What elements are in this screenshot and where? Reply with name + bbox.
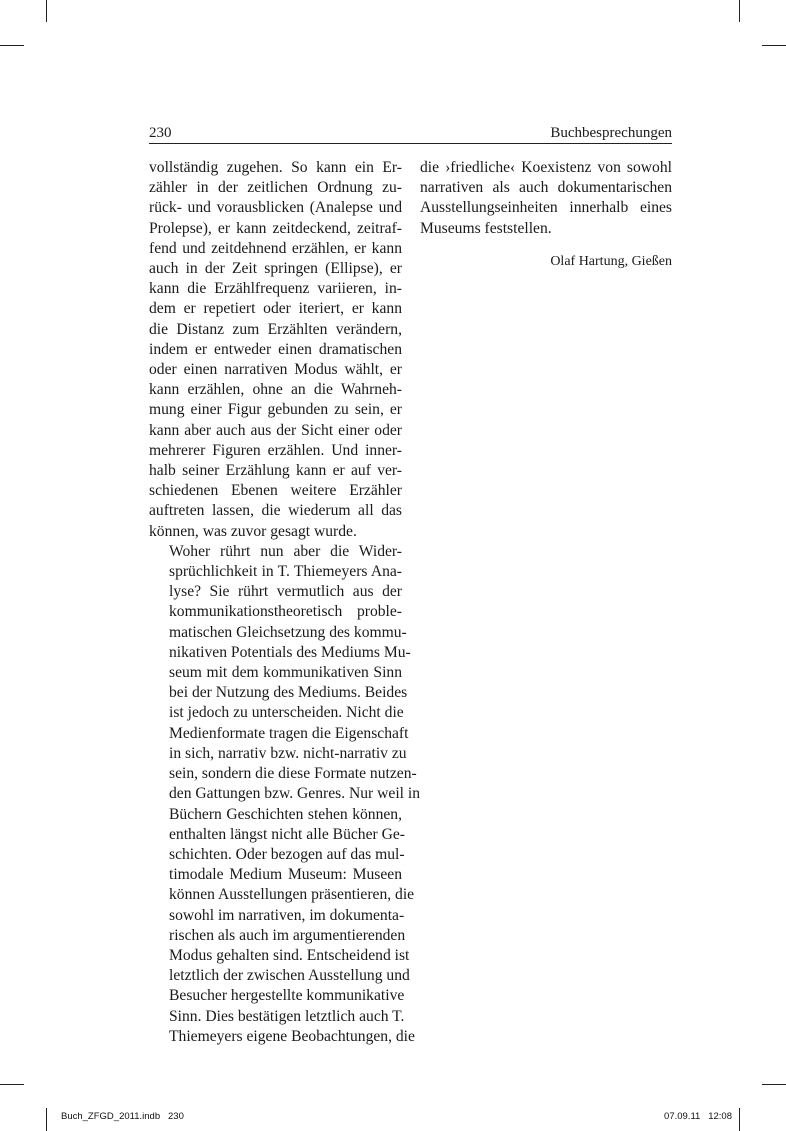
text-line: Prolepse), er kann zeitdeckend, zeitraf- [149,219,402,237]
crop-mark-bottom-left-h [0,1084,24,1085]
text-line: die Distanz zum Erzählten verändern, [149,320,402,338]
crop-mark-bottom-right-h [762,1084,786,1085]
text-line: matischen Gleichsetzung des kommu- [169,623,407,641]
text-line: Ausstellungseinheiten innerhalb eines [420,199,672,217]
print-slug-timestamp: 07.09.11 12:08 [664,1111,732,1122]
text-line: sowohl im narrativen, im dokumenta- [169,906,405,924]
text-line: indem er entweder einen dramatischen [149,340,402,358]
left-column [149,158,421,1047]
text-line: letztlich der zwischen Ausstellung und [169,967,410,985]
text-line: können Ausstellungen präsentieren, die [169,886,415,904]
left-paragraph-2 [149,542,421,1047]
text-line: oder einen narrativen Modus wählt, er [149,361,402,379]
text-line: die ›friedliche‹ Koexistenz von sowohl [420,159,672,176]
text-line: in sich, narrativ bzw. nicht-narrativ zu [169,744,407,762]
crop-mark-top-right-h [762,45,786,46]
text-line: den Gattungen bzw. Genres. Nur weil in [169,785,421,803]
text-line: nikativen Potentials des Mediums Mu- [169,643,411,661]
left-paragraph-1 [149,158,402,542]
text-line: Büchern Geschichten stehen können, [169,805,402,823]
text-line: enthalten längst nicht alle Bücher Ge- [169,825,405,843]
text-line: kann erzählen, ohne an die Wahrneh- [149,381,402,399]
text-line: Besucher hergestellte kommunikative [169,987,405,1005]
text-line: lyse? Sie rührt vermutlich aus der [169,583,402,601]
text-line: mung einer Figur gebunden zu sein, er [149,401,402,419]
text-line: ist jedoch zu unterscheiden. Nicht die [169,704,404,722]
text-line: narrativen als auch dokumentarischen [420,179,672,197]
text-line: schiedenen Ebenen weitere Erzähler [149,482,402,500]
text-line: kann die Erzählfrequenz variieren, in- [149,280,402,298]
crop-mark-bottom-left [46,1108,47,1131]
print-slug-file: Buch_ZFGD_2011.indb 230 [61,1111,184,1122]
text-line: können, was zuvor gesagt wurde. [149,522,357,540]
running-head [149,124,672,144]
text-line: zähler in der zeitlichen Ordnung zu- [149,179,402,197]
text-line: Medienformate tragen die Eigenschaft [169,724,409,742]
text-line: auftreten lassen, die wiederum all das [149,502,402,520]
text-line: auch in der Zeit springen (Ellipse), er [149,260,402,278]
text-line: Modus gehalten sind. Entscheidend ist [169,946,410,964]
text-line: schichten. Oder bezogen auf das mul- [169,845,405,863]
text-line: sprüchlichkeit in T. Thiemeyers Ana- [169,563,402,581]
crop-mark-bottom-right [739,1108,740,1131]
text-line: halb seiner Erzählung kann er auf ver- [149,462,402,480]
text-line: Museums feststellen. [420,219,552,237]
text-line: bei der Nutzung des Mediums. Beides [169,684,408,702]
text-line: rischen als auch im argumentierenden [169,926,406,944]
crop-mark-top-left-h [0,45,24,46]
text-line: sein, sondern die diese Formate nutzen- [169,765,417,783]
text-line: timodale Medium Museum: Museen [169,866,402,884]
text-line: fend und zeitdehnend erzählen, er kann [149,239,402,257]
crop-mark-top-left [46,0,47,22]
text-line: dem er repetiert oder iteriert, er kann [149,300,402,318]
text-line: kommunikationstheoretisch proble- [169,603,402,621]
text-line: seum mit dem kommunikativen Sinn [169,664,402,682]
right-paragraph-1 [420,158,672,239]
text-line: Woher rührt nun aber die Wider- [169,542,402,560]
text-line: Sinn. Dies bestätigen letztlich auch T. [169,1007,405,1025]
text-line: mehrerer Figuren erzählen. Und inner- [149,441,402,459]
section-title: Buchbesprechungen [550,125,672,141]
text-line: vollständig zugehen. So kann ein Er- [149,159,402,176]
text-line: kann aber auch aus der Sicht einer oder [149,421,402,439]
text-line: Thiemeyers eigene Beobachtungen, die [169,1027,415,1045]
page-number: 230 [149,125,172,141]
review-author-signature: Olaf Hartung, Gießen [550,254,672,269]
text-line: rück- und vorausblicken (Analepse und [149,199,402,217]
right-column [420,158,672,239]
crop-mark-top-right [739,0,740,22]
